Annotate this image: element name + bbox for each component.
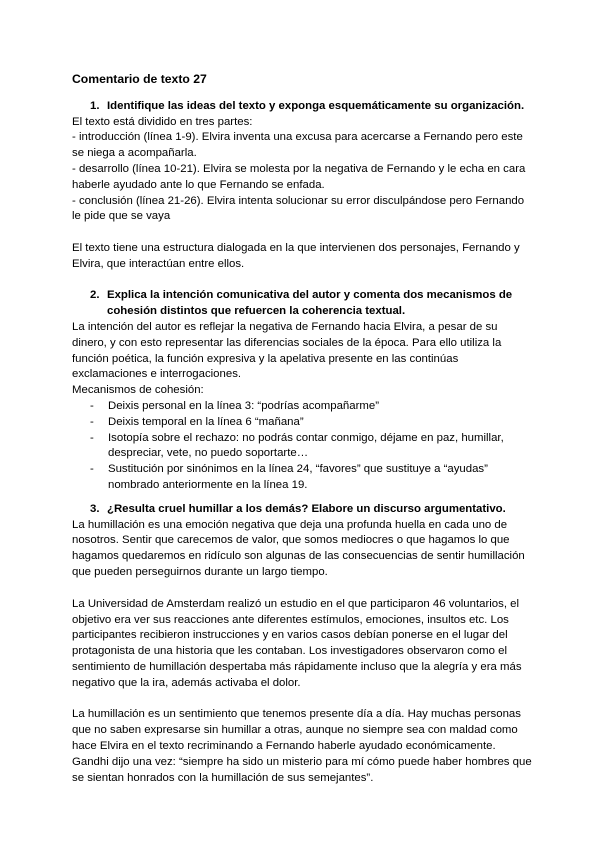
list-item: - Deixis temporal en la línea 6 “mañana” [90, 415, 304, 428]
q1-part-conclusion: - conclusión (línea 21-26). Elvira intenta solucionar su error disculpándose pero Fernando le pide que se vaya [72, 194, 525, 223]
q3-paragraph: La humillación es un sentimiento que tenemos presente día a día. Hay muchas personas que no saben expresarse sin humillar a otras, aunque no siempre sea con maldad como hace Elvira en el texto recriminando a Fernando haberle ayudado económicamente. Gandhi dijo una vez: “siempre ha sido un misterio para mí cómo puede haber hombres que se sientan honrados con la humillación de sus semejantes”. [72, 708, 532, 784]
list-item: - Sustitución por sinónimos en la línea 24, “favores” que sustituye a “ayudas” nombrado anteriormente en la línea 19. [90, 463, 488, 491]
q2-intention: La intención del autor es reflejar la negativa de Fernando hacia Elvira, a pesar de su dinero, y con esto representar las diferencias sociales de la época. Para ello utiliza la función poética, la función expresiva y la apelativa presente en las continúas exclamaciones e interrogaciones. [72, 320, 502, 381]
list-item: - Deixis personal en la línea 3: “podrías acompañarme” [90, 399, 379, 412]
q1-part-introduccion: - introducción (línea 1-9). Elvira inventa una excusa para acercarse a Fernando pero este se niega a acompañarla. [72, 131, 523, 160]
question-3-heading [72, 502, 532, 518]
q1-part-desarrollo: - desarrollo (línea 10-21). Elvira se molesta por la negativa de Fernando y le echa en cara haberle ayudado ante lo que Fernando se enfada. [72, 162, 526, 191]
q2-mechanisms-label: Mecanismos de cohesión: [72, 384, 204, 397]
question-1-number: 1. [90, 99, 100, 112]
q3-paragraph: La Universidad de Amsterdam realizó un estudio en el que participaron 46 voluntarios, el objetivo era ver sus reacciones ante diferentes estímulos, emociones, insultos etc. Los participantes recibieron instrucciones y en varios casos debían ponerse en el lugar del protagonista de una historia que les contaban. Los investigadores observaron como el sentimiento de humillación despertaba más rápidamente incluso que la alegría y era más negativo que la ira, además activaba el dolor. [72, 597, 522, 689]
question-1-heading [72, 99, 532, 115]
question-2-number: 2. [90, 289, 100, 302]
q1-structure: El texto tiene una estructura dialogada en la que intervienen dos personajes, Fernando y Elvira, que interactúan entre ellos. [72, 241, 520, 270]
document-body [72, 72, 532, 786]
q1-intro: El texto está dividido en tres partes: [72, 115, 253, 128]
question-2-text: Explica la intención comunicativa del autor y comenta dos mecanismos de cohesión distintos que refuercen la coherencia textual. [107, 289, 513, 318]
question-2-heading [72, 288, 532, 320]
question-3-number: 3. [90, 502, 100, 515]
list-item: - Isotopía sobre el rechazo: no podrás contar conmigo, déjame en paz, humillar, despreciar, vete, no puedo soportarte… [90, 431, 504, 460]
q2-mechanisms-list [72, 399, 532, 494]
document-title: Comentario de texto 27 [72, 72, 207, 86]
question-3-text: ¿Resulta cruel humillar a los demás? Elabore un discurso argumentativo. [107, 502, 506, 515]
question-1-text: Identifique las ideas del texto y exponga esquemáticamente su organización. [107, 99, 525, 112]
q3-paragraph: La humillación es una emoción negativa que deja una profunda huella en cada uno de nosotros. Sentir que carecemos de valor, que somos mediocres o que hagamos lo que hagamos quedaremos en ridículo son algunas de las consecuencias de sentir humillación que pueden perseguirnos durante un largo tiempo. [72, 518, 525, 578]
